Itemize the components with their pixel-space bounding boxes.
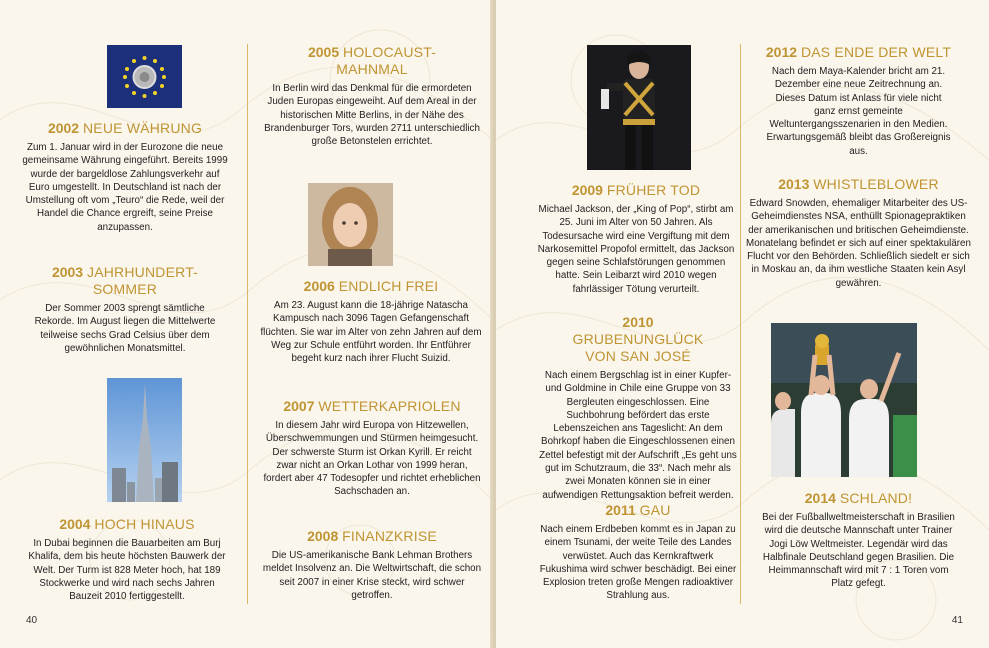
column-divider-left xyxy=(247,44,248,604)
column-divider-right xyxy=(740,44,741,604)
entry-year: 2009 xyxy=(571,182,603,198)
entry-year: 2004 xyxy=(59,516,91,532)
page-number-right: 41 xyxy=(951,615,963,626)
entry-2006-title xyxy=(260,278,482,295)
entry-label: GRUBENUNGLÜCK VON SAN JOSÉ xyxy=(572,331,704,364)
entry-2012 xyxy=(746,44,971,158)
entry-2007-text: In diesem Jahr wird Europa von Hitzewellen, Überschwemmungen und Stürmen heimgesucht. Der schwerste Sturm ist Orkan Kyrill. Er reicht zwar nicht an Orkan Lothar von 1999 heran, fordert aber 47 Todesopfer und richtet erheblichen Sachschaden an. xyxy=(263,420,481,498)
entry-2002-title xyxy=(20,120,230,137)
entry-year: 2013 xyxy=(778,176,810,192)
entry-label: FINANZKRISE xyxy=(342,528,437,544)
entry-2011-text: Nach einem Erdbeben kommt es in Japan zu einem Tsunami, der weite Teile des Landes verwüstet. Auch das Kernkraftwerk Fukushima wird schwer beschädigt. Bei einer Explosion treten große Mengen radioaktiver Strahlung aus. xyxy=(539,524,737,602)
entry-2014-title xyxy=(746,490,971,507)
entry-2005 xyxy=(262,44,482,148)
entry-year: 2010 xyxy=(622,314,654,330)
entry-label: GAU xyxy=(639,502,671,518)
entry-2007 xyxy=(262,398,482,499)
euro-coin-photo xyxy=(107,45,182,108)
entry-label: DAS ENDE DER WELT xyxy=(800,44,952,60)
entry-label: NEUE WÄHRUNG xyxy=(82,120,203,136)
entry-2014-text: Bei der Fußballweltmeisterschaft in Brasilien wird die deutsche Mannschaft unter Trainer Jogi Löw Weltmeister. Legendär wird das Halbfinale Deutschland gegen Brasilien. Die Heimmannschaft wird mit 7 : 1 Toren vom Platz gefegt. xyxy=(762,512,955,590)
left-page xyxy=(0,0,493,648)
entry-2012-text: Nach dem Maya-Kalender bricht am 21. Dezember eine neue Zeitrechnung an. Dieses Datum ist Anlass für viele nicht ganz ernst gemeinte Weltuntergangsszenarien in den Medien. Erwartungsgemäß bleibt das Großereignis aus. xyxy=(766,66,951,157)
entry-label: HOCH HINAUS xyxy=(94,516,195,532)
entry-year: 2005 xyxy=(307,44,340,60)
entry-2002 xyxy=(20,120,230,234)
entry-year: 2003 xyxy=(51,264,84,280)
entry-year: 2011 xyxy=(605,502,636,518)
entry-label: SCHLAND! xyxy=(839,490,913,506)
entry-2005-title xyxy=(262,44,482,78)
entry-2003 xyxy=(30,264,220,355)
entry-2011-title xyxy=(538,502,738,519)
entry-2009-title xyxy=(536,182,736,199)
entry-2010-title xyxy=(538,314,738,365)
entry-label: ENDLICH FREI xyxy=(338,278,439,294)
entry-2006-text: Am 23. August kann die 18-jährige Natascha Kampusch nach 3096 Tagen Gefangenschaft flüchten. Sie war im Alter von zehn Jahren auf dem Weg zur Schule entführt worden. Ihr Entführer begeht kurz nach ihrer Flucht Suizid. xyxy=(260,300,482,365)
entry-year: 2008 xyxy=(307,528,339,544)
entry-label: WETTERKAPRIOLEN xyxy=(318,398,461,414)
world-cup-team-photo xyxy=(771,323,917,477)
entry-2003-title xyxy=(30,264,220,298)
entry-2011 xyxy=(538,502,738,603)
burj-khalifa-photo xyxy=(107,378,182,502)
entry-2003-text: Der Sommer 2003 sprengt sämtliche Rekorde. Im August liegen die Mittelwerte teilweise sechs Grad Celsius über dem gewöhnlichen Monatsmittel. xyxy=(34,303,216,354)
entry-2005-text: In Berlin wird das Denkmal für die ermordeten Juden Europas eingeweiht. Auf dem Areal in der historischen Mitte Berlins, in der Nähe des Brandenburger Tors, wurden 2711 unterschiedlich große Betonstelen errichtet. xyxy=(264,83,480,148)
entry-label: JAHRHUNDERT-SOMMER xyxy=(87,264,199,297)
entry-year: 2012 xyxy=(765,44,798,60)
entry-2012-title xyxy=(746,44,971,61)
entry-2013 xyxy=(746,176,971,290)
entry-year: 2007 xyxy=(283,398,315,414)
entry-2007-title xyxy=(262,398,482,415)
entry-label: FRÜHER TOD xyxy=(606,182,701,198)
entry-2008-text: Die US-amerikanische Bank Lehman Brothers meldet Insolvenz an. Die Weltwirtschaft, die schon seit 2007 in einer Krise steckt, wird schwer getroffen. xyxy=(262,550,482,601)
entry-2009 xyxy=(536,182,736,296)
entry-2013-text: Edward Snowden, ehemaliger Mitarbeiter des US-Geheimdienstes NSA, enthüllt Spionagepraktiken der amerikanischen und britischen Geheimdienste. Monatelang befindet er sich auf einer spektakulären Flucht vor den Behörden. Schließlich siedelt er sich in Moskau an, da ihm westliche Staaten kein Asyl gewähren. xyxy=(746,198,971,289)
right-page xyxy=(496,0,989,648)
entry-label: HOLOCAUST-MAHNMAL xyxy=(336,44,437,77)
page-number-left: 40 xyxy=(26,615,38,626)
entry-2008-title xyxy=(262,528,482,545)
entry-label: WHISTLEBLOWER xyxy=(813,176,939,192)
entry-year: 2014 xyxy=(804,490,836,506)
entry-year: 2002 xyxy=(47,120,80,136)
michael-jackson-photo xyxy=(587,45,691,170)
entry-2010-text: Nach einem Bergschlag ist in einer Kupfer- und Goldmine in Chile eine Gruppe von 33 Bergleuten eingeschlossen. Eine Suchbohrung befördert das erste Lebenszeichen ans Tageslicht: An dem Bohrkopf haben die Eingeschlossenen einen Zettel befestigt mit der Aufschrift „Es geht uns gut im Schutzraum, die 33“. Nach mehr als zwei Monaten können sie in einer aufwendigen Rettungsaktion befreit werden. xyxy=(539,370,737,501)
entry-2004-title xyxy=(22,516,232,533)
natascha-kampusch-photo xyxy=(308,183,393,266)
entry-2009-text: Michael Jackson, der „King of Pop“, stirbt am 25. Juni im Alter von 50 Jahren. Als Todesursache wird eine Vergiftung mit dem Narkosemittel Propofol ermittelt, das Jackson gegen seine Schlafstörungen genommen hatte. Sein Leibarzt wird 2010 wegen fahrlässiger Tötung verurteilt. xyxy=(537,204,735,295)
entry-2004 xyxy=(22,516,232,603)
entry-2013-title xyxy=(746,176,971,193)
entry-2004-text: In Dubai beginnen die Bauarbeiten am Burj Khalifa, dem bis heute höchsten Bauwerk der Welt. Der Turm ist 828 Meter hoch, hat 189 Stockwerke und wird nach sechs Jahren Bauzeit 2010 fertiggestellt. xyxy=(28,538,226,603)
entry-2002-text: Zum 1. Januar wird in der Eurozone die neue gemeinsame Währung eingeführt. Bereits 1999 wurde der bargeldlose Zahlungsverkehr auf Euro umgestellt. In Deutschland ist nach der Umstellung oft vom „Teuro“ die Rede, weil der Handel die Chance ergreift, seine Preise anzupassen. xyxy=(22,142,228,233)
entry-2008 xyxy=(262,528,482,602)
entry-year: 2006 xyxy=(303,278,335,294)
entry-2010 xyxy=(538,314,738,502)
entry-2006 xyxy=(260,278,482,365)
entry-2014 xyxy=(746,490,971,591)
